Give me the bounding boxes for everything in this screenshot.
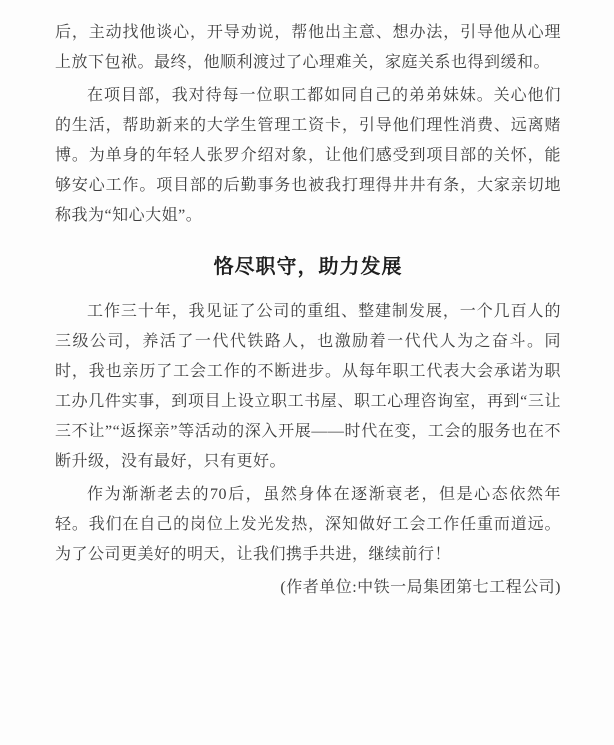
body-paragraph: 在项目部，我对待每一位职工都如同自己的弟弟妹妹。关心他们的生活，帮助新来的大学生管理工资卡，引导他们理性消费、远离赌博。为单身的年轻人张罗介绍对象，让他们感受到项目部的关怀，能够安心工作。项目部的后勤事务也被我打理得井井有条，大家亲切地称我为“知心大姐”。 bbox=[55, 87, 561, 224]
body-paragraph: 作为渐渐老去的70后，虽然身体在逐渐衰老，但是心态依然年轻。我们在自己的岗位上发光发热，深知做好工会工作任重而道远。为了公司更美好的明天，让我们携手共进，继续前行！ bbox=[55, 486, 561, 563]
section-heading: 恪尽职守，助力发展 bbox=[213, 256, 403, 278]
body-paragraph: 工作三十年，我见证了公司的重组、整建制发展，一个几百人的三级公司，养活了一代代铁路人，也激励着一代代人为之奋斗。同时，我也亲历了工会工作的不断进步。从每年职工代表大会承诺为职工办几件实事，到项目上设立职工书屋、职工心理咨询室，再到“三让三不让”“返探亲”等活动的深入开展——时代在变，工会的服务也在不断升级，没有最好，只有更好。 bbox=[55, 303, 561, 470]
body-paragraph-continuation: 后，主动找他谈心，开导劝说，帮他出主意、想办法，引导他从心理上放下包袱。最终，他顺利渡过了心理难关，家庭关系也得到缓和。 bbox=[55, 24, 561, 71]
author-attribution: (作者单位:中铁一局集团第七工程公司) bbox=[280, 579, 561, 596]
article-body bbox=[55, 18, 561, 603]
